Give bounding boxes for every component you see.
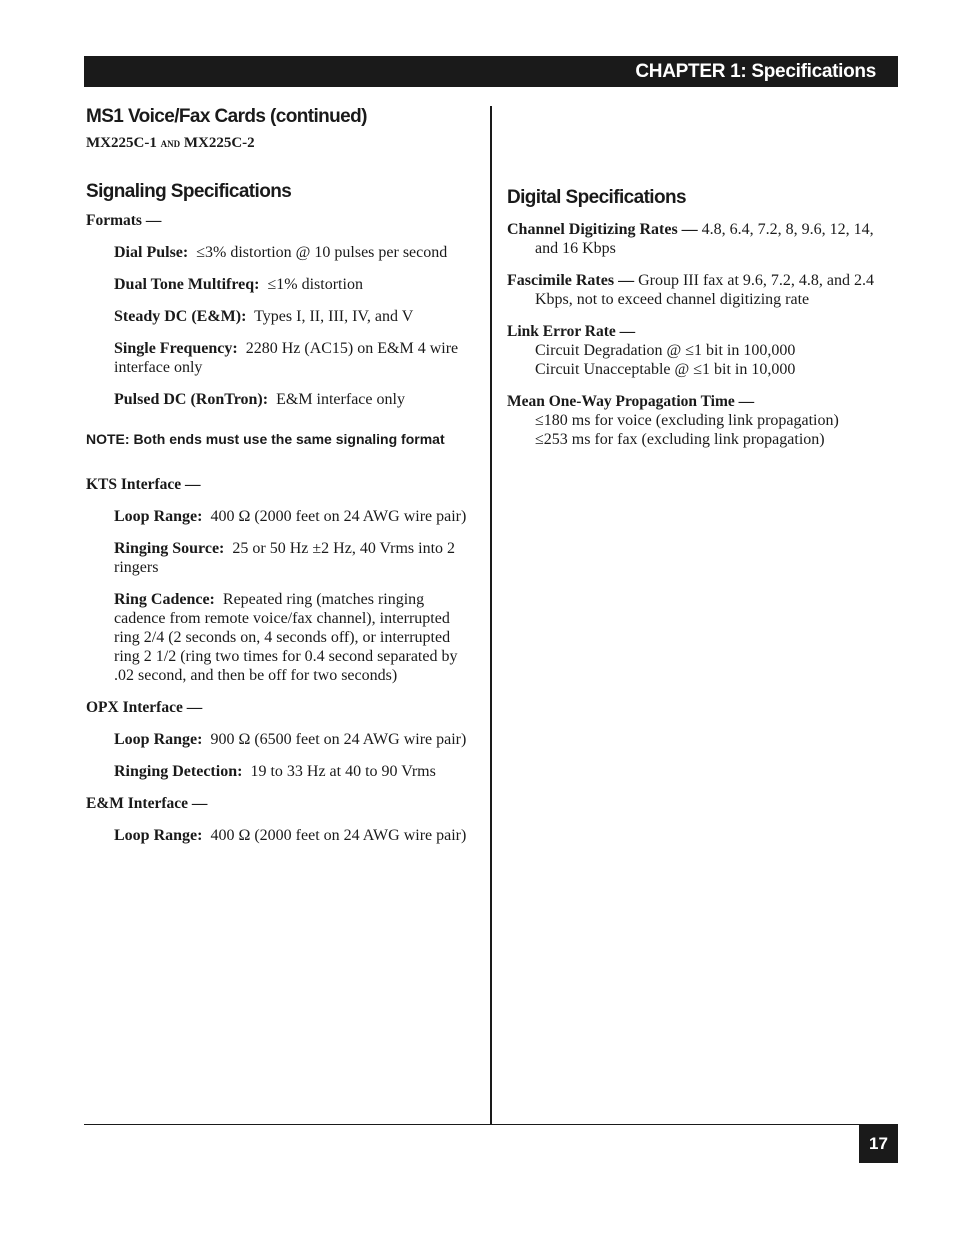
format-item [114, 390, 478, 409]
page-number: 17 [869, 1133, 888, 1153]
kts-item [114, 590, 478, 685]
mean-propagation-line: ≤253 ms for fax (excluding link propagation) [535, 431, 825, 448]
page-number-box [859, 1124, 898, 1163]
format-label: Dual Tone Multifreq: [114, 276, 260, 293]
link-error-label: Link Error Rate — [507, 323, 636, 340]
opx-item [114, 730, 478, 749]
format-label: Pulsed DC (RonTron): [114, 391, 269, 408]
mean-propagation-label: Mean One-Way Propagation Time — [507, 393, 755, 410]
kts-item [114, 507, 478, 526]
format-value: ≤1% distortion [267, 276, 363, 293]
page-title: MS1 Voice/Fax Cards (continued) [86, 106, 367, 127]
link-error-line: Circuit Unacceptable @ ≤1 bit in 10,000 [535, 361, 796, 378]
kts-item-label: Ring Cadence: [114, 591, 215, 608]
format-value: 2280 Hz (AC15) on E&M 4 wire interface only [114, 340, 459, 376]
left-column [86, 104, 478, 845]
opx-item-value: 900 Ω (6500 feet on 24 AWG wire pair) [210, 731, 467, 748]
format-label: Steady DC (E&M): [114, 308, 247, 325]
model-b: MX225C-2 [183, 135, 255, 151]
facsimile-rates-label: Fascimile Rates — [507, 272, 635, 289]
format-label: Single Frequency: [114, 340, 238, 357]
format-value: ≤3% distortion @ 10 pulses per second [196, 244, 448, 261]
channel-digitizing-value: 4.8, 6.4, 7.2, 8, 9.6, 12, 14, and 16 Kbps [535, 221, 874, 257]
facsimile-rates-value: Group III fax at 9.6, 7.2, 4.8, and 2.4 Kbps, not to exceed channel digitizing rate [535, 272, 875, 308]
footer-rule [84, 1124, 898, 1125]
em-item-value: 400 Ω (2000 feet on 24 AWG wire pair) [210, 827, 467, 844]
channel-digitizing-label: Channel Digitizing Rates — [507, 221, 698, 238]
em-item-label: Loop Range: [114, 827, 203, 844]
opx-interface-label: OPX Interface — [86, 699, 203, 716]
format-item [114, 307, 478, 326]
kts-interface-label: KTS Interface — [86, 476, 201, 493]
facsimile-rates [507, 271, 897, 309]
kts-item-value: 400 Ω (2000 feet on 24 AWG wire pair) [210, 508, 467, 525]
right-column [507, 185, 897, 449]
format-item [114, 243, 478, 262]
format-item [114, 339, 478, 377]
mean-propagation-line: ≤180 ms for voice (excluding link propagation) [535, 412, 839, 429]
link-error-line: Circuit Degradation @ ≤1 bit in 100,000 [535, 342, 796, 359]
channel-digitizing-rates [507, 220, 897, 258]
formats-label: Formats — [86, 212, 162, 229]
kts-item-label: Loop Range: [114, 508, 203, 525]
opx-item [114, 762, 478, 781]
digital-specifications-heading: Digital Specifications [507, 187, 686, 208]
opx-item-label: Ringing Detection: [114, 763, 243, 780]
signaling-note: NOTE: Both ends must use the same signaling format [86, 431, 445, 447]
mean-propagation-time [507, 392, 897, 449]
format-value: Types I, II, III, IV, and V [254, 308, 414, 325]
kts-item-label: Ringing Source: [114, 540, 225, 557]
signaling-specifications-heading: Signaling Specifications [86, 181, 292, 202]
kts-item [114, 539, 478, 577]
format-value: E&M interface only [276, 391, 405, 408]
chapter-title: CHAPTER 1: Specifications [635, 60, 876, 82]
kts-item-value: 25 or 50 Hz ±2 Hz, 40 Vrms into 2 ringers [114, 540, 456, 576]
link-error-rate [507, 322, 897, 379]
format-label: Dial Pulse: [114, 244, 189, 261]
model-and: and [160, 135, 181, 150]
kts-item-value: Repeated ring (matches ringing cadence from remote voice/fax channel), interrupted ring 2/4 (2 seconds on, 4 seconds off), or interrupted ring 2 1/2 (ring two times for 0.4 second separated by .02 second, and then be off for two seconds) [114, 591, 458, 684]
opx-item-label: Loop Range: [114, 731, 203, 748]
em-item [114, 826, 478, 845]
column-divider [490, 106, 492, 1125]
model-numbers [86, 134, 478, 152]
format-item [114, 275, 478, 294]
opx-item-value: 19 to 33 Hz at 40 to 90 Vrms [250, 763, 436, 780]
chapter-header [84, 56, 898, 87]
model-a: MX225C-1 [86, 135, 157, 151]
em-interface-label: E&M Interface — [86, 795, 208, 812]
